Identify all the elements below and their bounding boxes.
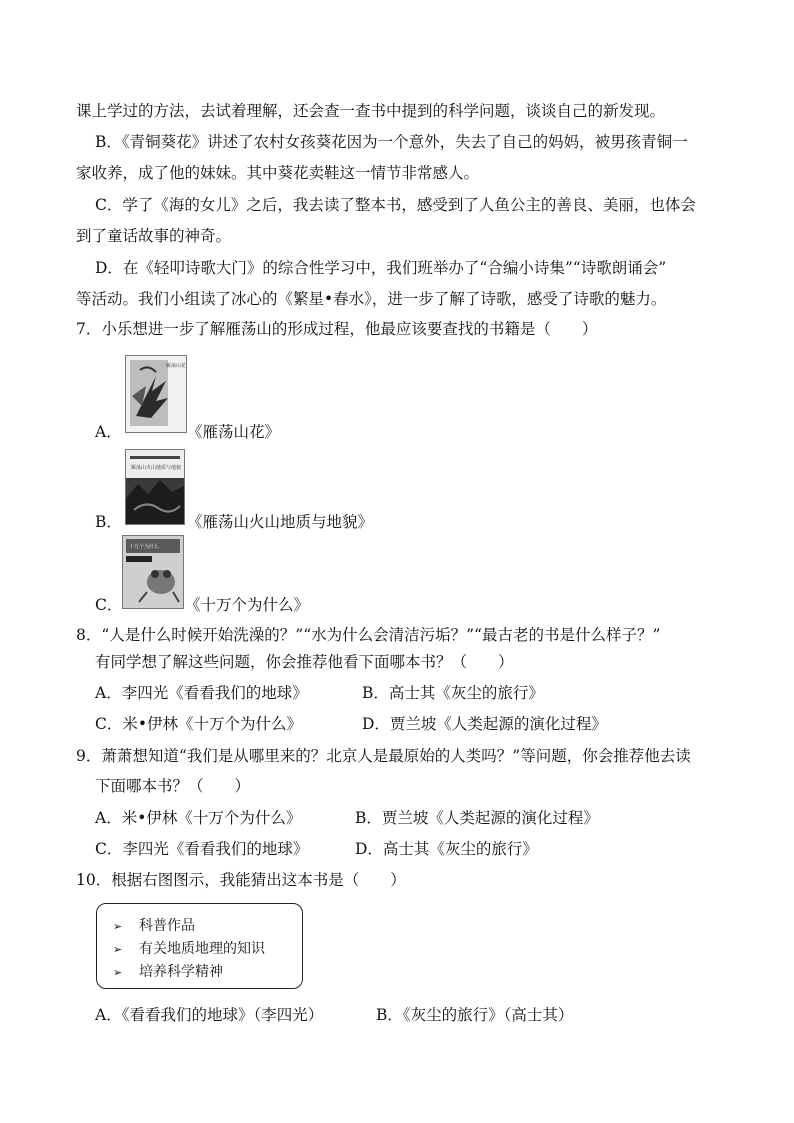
- q6-option-b: B．《青铜葵花》讲述了农村女孩葵花因为一个意外，失去了自己的妈妈，被男孩青铜一: [95, 133, 688, 151]
- q9-stem-line2: 下面哪本书？（ ）: [95, 777, 251, 795]
- cover-a-title: 雁荡山花: [166, 363, 187, 369]
- q9-option-b: B．贾兰坡《人类起源的演化过程》: [355, 809, 599, 827]
- q9-stem-line1: 9．萧萧想知道“我们是从哪里来的？北京人是最原始的人类吗？”等问题，你会推荐他去读: [76, 747, 691, 765]
- book-cover-hundred-thousand-whys: [122, 535, 184, 609]
- q10-option-b: B．《灰尘的旅行》（高士其）: [376, 1006, 574, 1024]
- cover-b-title: 雁荡山火山地质与地貌: [131, 465, 182, 471]
- q9-option-a: A．米•伊林《十万个为什么》: [95, 809, 302, 827]
- arrow-bullet-icon: ➢: [113, 943, 123, 956]
- book-cover-yandang-flower: [125, 355, 187, 433]
- q9-option-d: D．高士其《灰尘的旅行》: [355, 840, 538, 858]
- cover-c-title: 十万个为什么: [129, 544, 160, 550]
- q6-option-a-cont: 课上学过的方法，去试着理解，还会查一查书中提到的科学问题，谈谈自己的新发现。: [76, 102, 666, 120]
- q6-option-b-cont: 家收养，成了他的妹妹。其中葵花卖鞋这一情节非常感人。: [76, 164, 480, 182]
- q7-stem: 7．小乐想进一步了解雁荡山的形成过程，他最应该要查找的书籍是（ ）: [76, 320, 598, 338]
- hint-item-label: 有关地质地理的知识: [139, 941, 265, 957]
- q9-option-c: C．李四光《看看我们的地球》: [95, 840, 309, 858]
- q8-option-c: C．米•伊林《十万个为什么》: [95, 715, 303, 733]
- q7-option-c-letter: C．: [95, 596, 123, 614]
- q6-option-c-cont: 到了童话故事的神奇。: [76, 227, 232, 245]
- q8-option-b: B．高士其《灰尘的旅行》: [362, 684, 544, 702]
- q8-stem-line2: 有同学想了解这些问题，你会推荐他看下面哪本书？（ ）: [95, 653, 514, 671]
- q8-option-a: A．李四光《看看我们的地球》: [95, 684, 308, 702]
- q6-option-c: C．学了《海的女儿》之后，我去读了整本书，感受到了人鱼公主的善良、美丽，也体会: [95, 196, 696, 214]
- arrow-bullet-icon: ➢: [113, 966, 123, 979]
- q8-option-d: D．贾兰坡《人类起源的演化过程》: [362, 715, 607, 733]
- q7-option-a-title: 《雁荡山花》: [187, 423, 281, 441]
- q6-option-d: D．在《轻叩诗歌大门》的综合性学习中，我们班举办了“合编小诗集”“诗歌朗诵会”: [95, 259, 667, 277]
- q7-option-b-letter: B．: [95, 513, 122, 531]
- landscape-illustration-icon: [126, 450, 184, 524]
- q10-option-a: A．《看看我们的地球》（李四光）: [95, 1006, 324, 1024]
- hint-item-label: 培养科学精神: [139, 964, 223, 980]
- arrow-bullet-icon: ➢: [113, 920, 123, 933]
- q10-hint-box: [96, 903, 303, 989]
- q8-stem-line1: 8．“人是什么时候开始洗澡的？”“水为什么会清洁污垢？”“最古老的书是什么样子？”: [76, 626, 661, 644]
- hint-item: [113, 915, 195, 935]
- q7-option-c-title: 《十万个为什么》: [185, 596, 310, 614]
- q10-stem: 10．根据右图图示，我能猜出这本书是（ ）: [76, 871, 406, 889]
- q7-option-a-letter: A．: [95, 423, 122, 441]
- q6-option-d-cont: 等活动。我们小组读了冰心的《繁星•春水》，进一步了解了诗歌，感受了诗歌的魅力。: [76, 290, 667, 308]
- hint-item-label: 科普作品: [139, 918, 195, 934]
- hint-item: [113, 961, 223, 981]
- hint-item: [113, 938, 265, 958]
- q7-option-b-title: 《雁荡山火山地质与地貌》: [187, 513, 374, 531]
- book-cover-yandang-geology: [125, 449, 185, 525]
